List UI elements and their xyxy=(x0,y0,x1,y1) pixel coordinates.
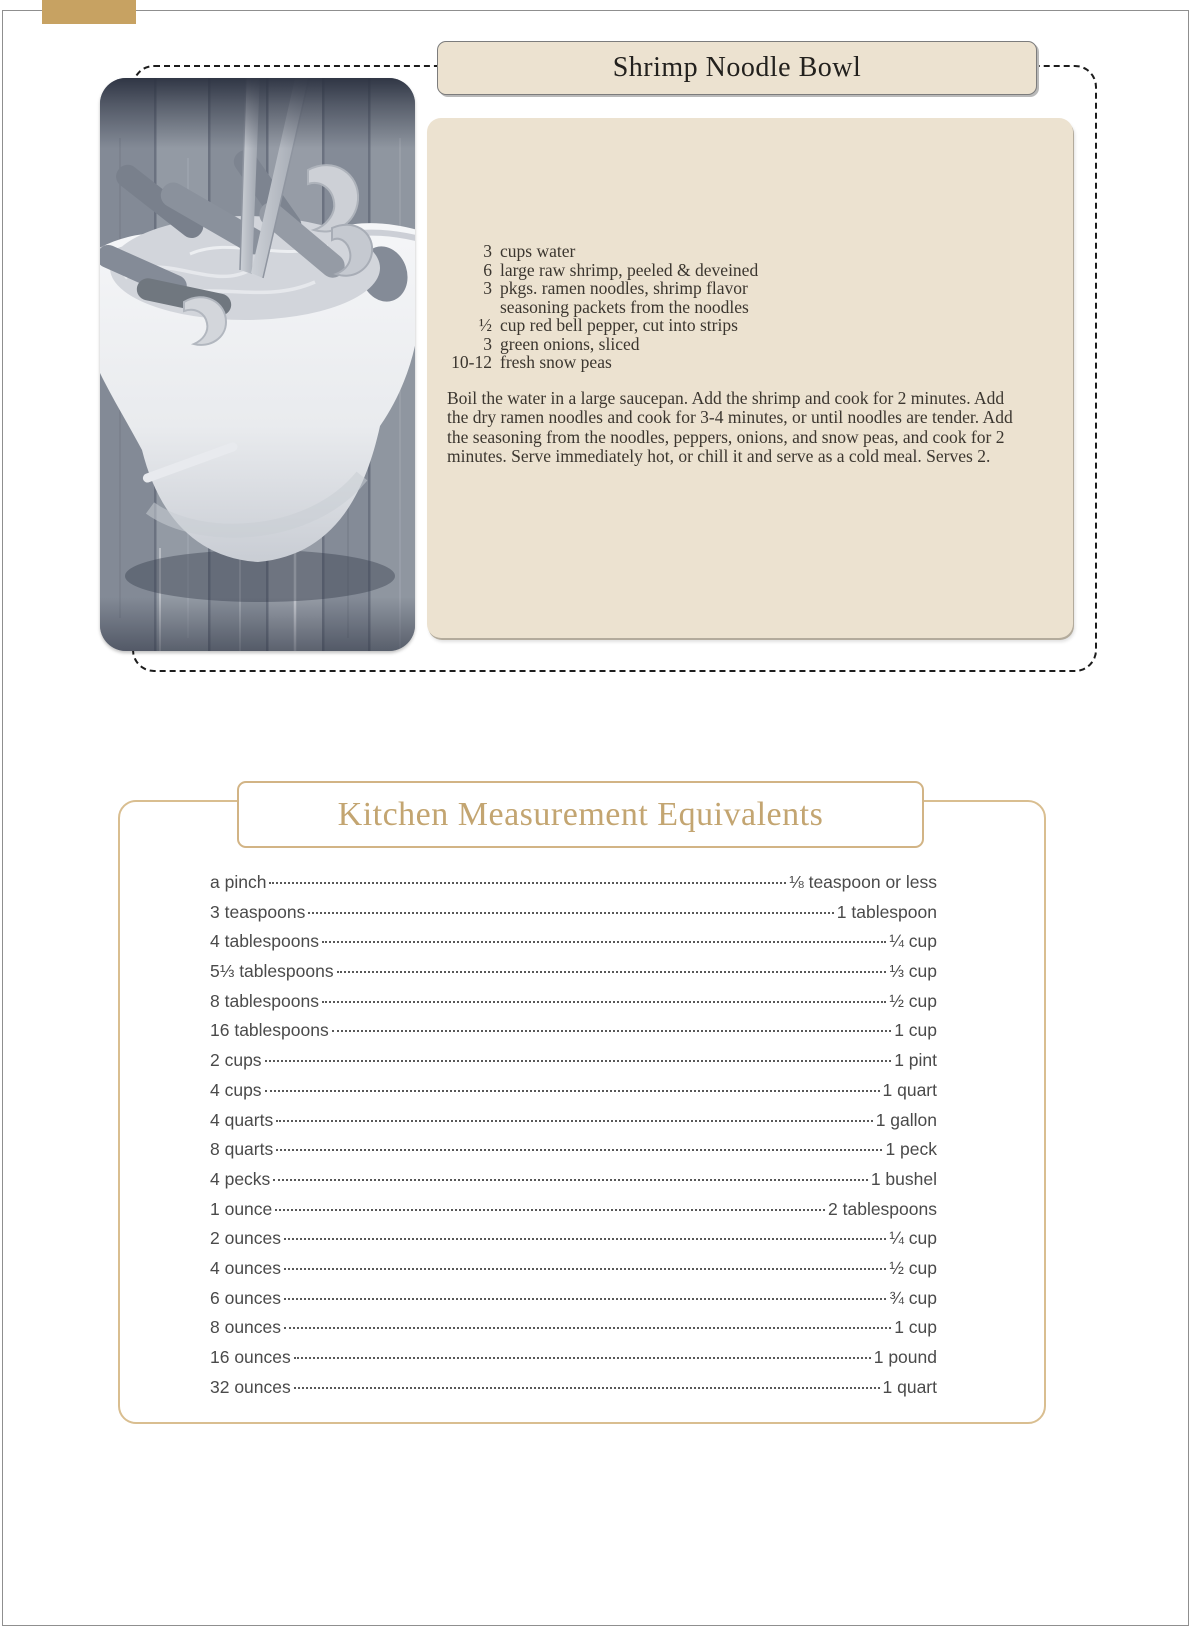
ingredient-row xyxy=(447,316,1015,335)
measurement-to: 1 pint xyxy=(894,1050,937,1071)
recipe-photo xyxy=(100,78,415,651)
ingredient-text: pkgs. ramen noodles, shrimp flavor xyxy=(500,278,748,298)
measurement-to: ⅛ teaspoon or less xyxy=(789,872,937,892)
measurement-to: ⅓ cup xyxy=(889,961,937,982)
recipe-body-panel xyxy=(427,118,1073,638)
dotted-leader xyxy=(265,1060,892,1062)
measurement-row xyxy=(210,1169,937,1199)
measurement-from: 2 ounces xyxy=(210,1228,282,1249)
ingredient-quantity xyxy=(447,298,492,317)
measurement-to: ½ cup xyxy=(889,990,937,1011)
measurement-from: 8 tablespoons xyxy=(210,990,319,1011)
measurement-from: 8 quarts xyxy=(210,1139,274,1160)
measurement-row xyxy=(210,1110,937,1140)
measurement-row xyxy=(210,1020,937,1050)
measurement-to: 1 cup xyxy=(894,1020,937,1041)
measurement-row xyxy=(210,872,937,902)
dotted-leader xyxy=(265,1090,880,1092)
recipe-title-box xyxy=(437,41,1037,95)
measurement-row xyxy=(210,1288,937,1318)
dotted-leader xyxy=(276,1149,882,1151)
measurement-to: 1 cup xyxy=(894,1317,937,1338)
measurement-row xyxy=(210,1377,937,1407)
ingredient-list xyxy=(447,242,1015,372)
measurement-to: ¾ cup xyxy=(889,1287,937,1308)
ingredient-quantity: 3 xyxy=(483,333,492,354)
recipe-instructions: Boil the water in a large saucepan. Add the shrimp and cook for 2 minutes. Add the dry ramen noodles and cook for 3-4 minutes, or until noodles are tender. Add the seasoning from the noodles, peppers, onions, and snow peas, and cook for 2 minutes. Serve immediately hot, or chill it and serve as a cold meal. Serves 2. xyxy=(447,387,1013,466)
ingredient-quantity: 3 xyxy=(483,278,492,298)
dotted-leader xyxy=(322,1001,886,1003)
measurement-from: 1 ounce xyxy=(210,1198,273,1219)
measurement-row xyxy=(210,991,937,1021)
measurement-to: 1 tablespoon xyxy=(836,901,937,922)
measurement-row xyxy=(210,902,937,932)
measurement-row xyxy=(210,1228,937,1258)
top-vignette xyxy=(100,78,415,298)
measurement-to: ¼ cup xyxy=(889,931,937,952)
measurement-row xyxy=(210,1080,937,1110)
dotted-leader xyxy=(269,882,786,884)
measurement-row xyxy=(210,1139,937,1169)
dotted-leader xyxy=(332,1030,891,1032)
measurement-from: 2 cups xyxy=(210,1050,262,1071)
ingredient-text: green onions, sliced xyxy=(500,333,640,354)
ingredient-row xyxy=(447,261,1015,280)
dotted-leader xyxy=(294,1387,880,1389)
measurement-to: 1 peck xyxy=(885,1139,937,1160)
dotted-leader xyxy=(275,1209,825,1211)
recipe-title: Shrimp Noodle Bowl xyxy=(612,52,862,83)
ingredient-row xyxy=(447,279,1015,298)
ingredient-text: cups water xyxy=(500,241,576,261)
dotted-leader xyxy=(322,941,886,943)
measurement-row xyxy=(210,931,937,961)
ingredient-text: fresh snow peas xyxy=(500,352,612,372)
measurement-from: 6 ounces xyxy=(210,1287,282,1308)
measurement-to: 1 quart xyxy=(882,1079,937,1100)
measurement-from: 4 tablespoons xyxy=(210,931,319,952)
measurement-row xyxy=(210,1050,937,1080)
ingredient-text: seasoning packets from the noodles xyxy=(500,296,749,317)
ingredient-row xyxy=(447,298,1015,317)
measurement-to: 1 gallon xyxy=(875,1109,937,1130)
measurement-from: 16 ounces xyxy=(210,1347,291,1367)
ingredient-quantity: 3 xyxy=(483,241,492,261)
measurement-row xyxy=(210,1258,937,1288)
measurement-from: 16 tablespoons xyxy=(210,1020,329,1041)
measurement-row xyxy=(210,1317,937,1347)
measurement-from: a pinch xyxy=(210,872,267,892)
ingredient-quantity: 6 xyxy=(483,259,492,280)
dotted-leader xyxy=(308,912,833,914)
measurement-row xyxy=(210,1199,937,1229)
measurement-to: ½ cup xyxy=(889,1257,937,1278)
dotted-leader xyxy=(337,971,887,973)
ingredient-quantity: ½ xyxy=(478,315,492,335)
bottom-vignette xyxy=(100,458,415,651)
ingredient-text: cup red bell pepper, cut into strips xyxy=(500,315,738,335)
measurement-to: 1 pound xyxy=(873,1347,937,1367)
corner-tab xyxy=(42,0,136,24)
measurement-to: 1 bushel xyxy=(870,1168,937,1189)
dotted-leader xyxy=(276,1120,872,1122)
measurement-to: 2 tablespoons xyxy=(828,1198,937,1219)
dotted-leader xyxy=(294,1357,871,1359)
measurement-from: 3 teaspoons xyxy=(210,901,306,922)
ingredient-row xyxy=(447,335,1015,354)
dotted-leader xyxy=(284,1298,886,1300)
measurement-row xyxy=(210,1347,937,1377)
dotted-leader xyxy=(273,1179,868,1181)
measurement-from: 32 ounces xyxy=(210,1376,291,1397)
shrimp-noodle-bowl-photo xyxy=(100,78,415,651)
ingredient-text: large raw shrimp, peeled & deveined xyxy=(500,259,759,280)
measurement-from: 4 quarts xyxy=(210,1109,274,1130)
measurement-from: 4 cups xyxy=(210,1079,262,1100)
dotted-leader xyxy=(284,1238,886,1240)
dotted-leader xyxy=(284,1327,891,1329)
measurement-to: 1 quart xyxy=(882,1376,937,1397)
ingredient-row xyxy=(447,242,1015,261)
measurement-from: 4 ounces xyxy=(210,1257,282,1278)
measurement-from: 5⅓ tablespoons xyxy=(210,961,334,982)
measurement-row xyxy=(210,961,937,991)
measurement-from: 4 pecks xyxy=(210,1168,271,1189)
measurement-to: ¼ cup xyxy=(889,1228,937,1249)
measurements-title-box xyxy=(237,781,924,848)
measurements-table xyxy=(210,872,937,1406)
dotted-leader xyxy=(284,1268,886,1270)
ingredient-row xyxy=(447,353,1015,372)
measurements-title: Kitchen Measurement Equivalents xyxy=(337,795,824,833)
measurement-from: 8 ounces xyxy=(210,1317,282,1338)
ingredient-quantity: 10-12 xyxy=(451,352,492,372)
